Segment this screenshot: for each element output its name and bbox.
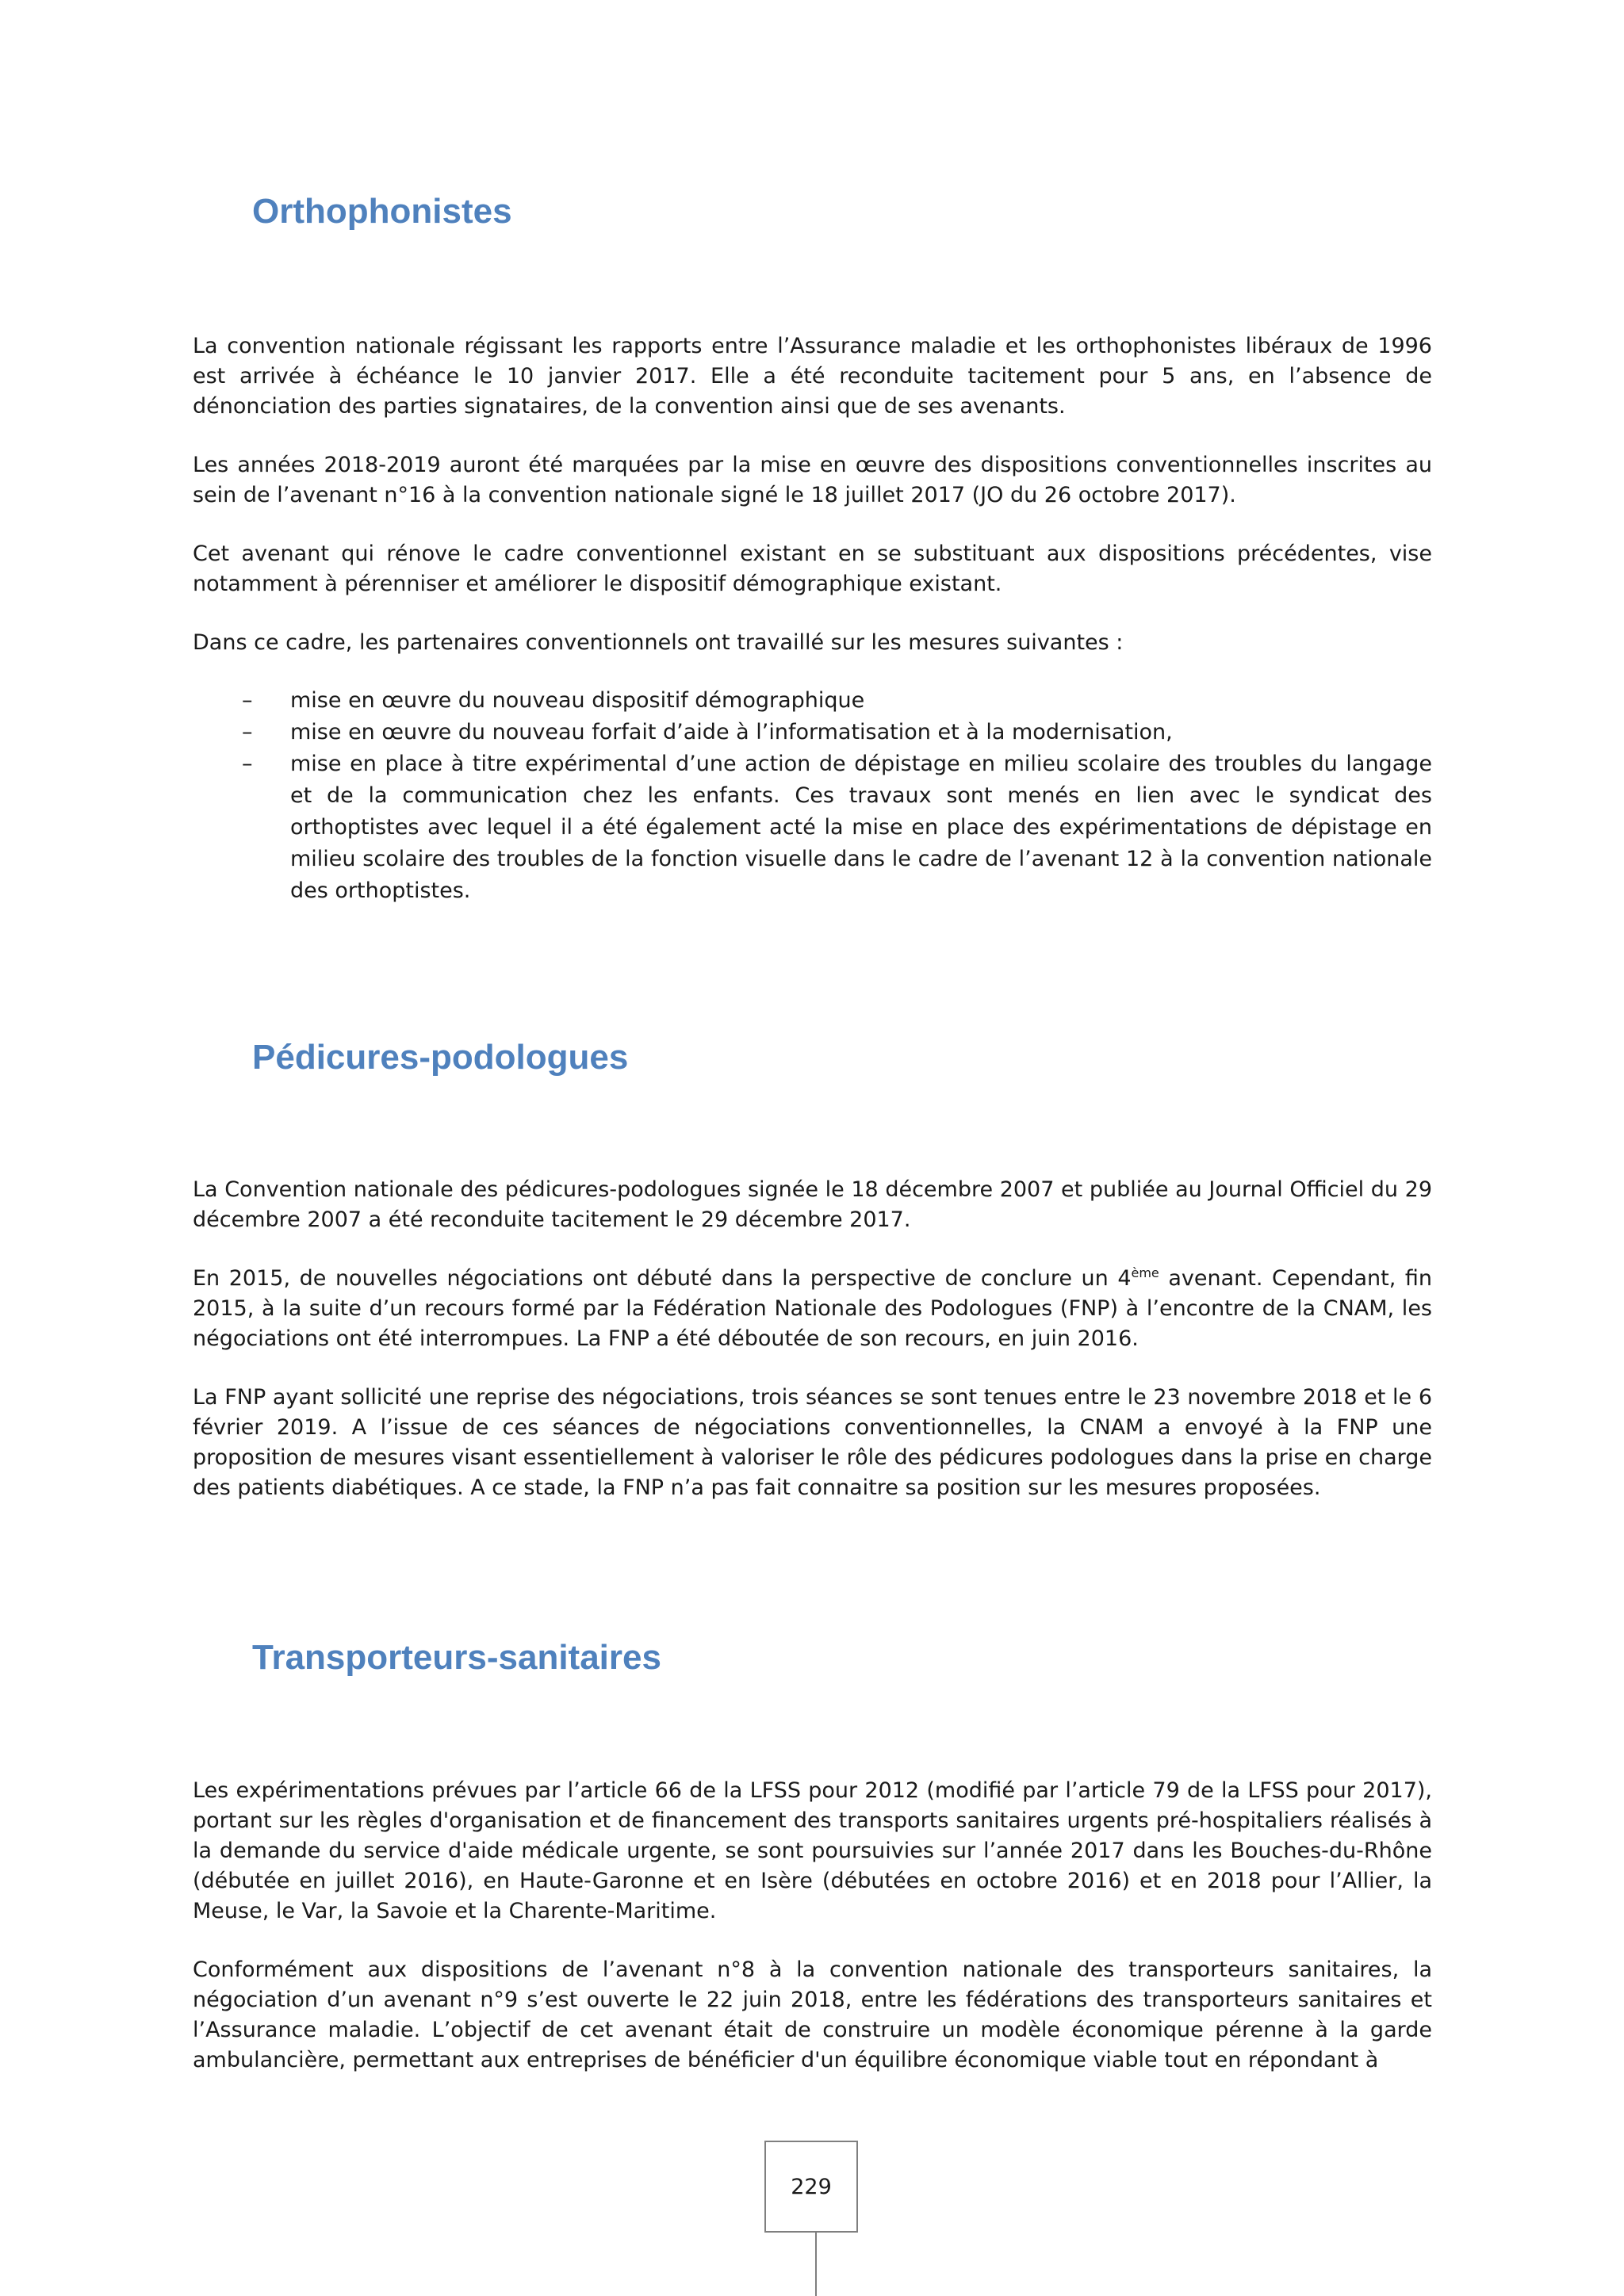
section-body-orthophonistes: [193, 331, 1432, 907]
dash-marker: –: [242, 752, 253, 776]
superscript: ème: [1131, 1265, 1159, 1280]
page-number: 229: [764, 2141, 858, 2233]
paragraph: La Convention nationale des pédicures-podologues signée le 18 décembre 2007 et publiée au Journal Officiel du 29 décembre 2007 a été reconduite tacitement le 29 décembre 2017.: [193, 1177, 1432, 1232]
page-number-connector: [815, 2233, 817, 2296]
paragraph: Les expérimentations prévues par l’article 66 de la LFSS pour 2012 (modifié par l’article 79 de la LFSS pour 2017), portant sur les règles d'organisation et de financement des transports sanitaires urgents pré-hospitaliers réalisés à la demande du service d'aide médicale urgente, se sont poursuivies sur l’année 2017 dans les Bouches-du-Rhône (débutée en juillet 2016), en Haute-Garonne et en Isère (débutées en octobre 2016) et en 2018 pour l’Allier, la Meuse, le Var, la Savoie et la Charente-Maritime.: [193, 1778, 1432, 1923]
paragraph: La convention nationale régissant les rapports entre l’Assurance maladie et les orthophonistes libéraux de 1996 est arrivée à échéance le 10 janvier 2017. Elle a été reconduite tacitement pour 5 ans, en l’absence de dénonciation des parties signataires, de la convention ainsi que de ses avenants.: [193, 334, 1432, 419]
section-title-pedicures-podologues: Pédicures-podologues: [252, 1038, 629, 1077]
paragraph: Dans ce cadre, les partenaires conventionnels ont travaillé sur les mesures suivantes :: [193, 630, 1124, 655]
paragraph: Conformément aux dispositions de l’avenant n°8 à la convention nationale des transporteurs sanitaires, la négociation d’un avenant n°9 s’est ouverte le 22 juin 2018, entre les fédérations des transporteurs sanitaires et l’Assurance maladie. L’objectif de cet avenant était de construire un modèle économique pérenne à la garde ambulancière, permettant aux entreprises de bénéficier d'un équilibre économique viable tout en répondant à: [193, 1957, 1432, 2072]
measures-list: [193, 685, 1432, 907]
section-title-orthophonistes: Orthophonistes: [252, 192, 512, 231]
paragraph: La FNP ayant sollicité une reprise des négociations, trois séances se sont tenues entre le 23 novembre 2018 et le 6 février 2019. A l’issue de ces séances de négociations conventionnelles, la CNAM a envoyé à la FNP une proposition de mesures visant essentiellement à valoriser le rôle des pédicures podologues dans la prise en charge des patients diabétiques. A ce stade, la FNP n’a pas fait connaitre sa position sur les mesures proposées.: [193, 1385, 1432, 1500]
section-title-transporteurs-sanitaires: Transporteurs-sanitaires: [252, 1638, 661, 1677]
section-body-pedicures-podologues: [193, 1175, 1432, 1503]
section-body-transporteurs-sanitaires: [193, 1776, 1432, 2076]
paragraph: En 2015, de nouvelles négociations ont débuté dans la perspective de conclure un 4ème avenant. Cependant, fin 2015, à la suite d’un recours formé par la Fédération Nationale des Podologues (FNP) à l’encontre de la CNAM, les négociations ont été interrompues. La FNP a été déboutée de son recours, en juin 2016.: [193, 1265, 1432, 1351]
dash-marker: –: [242, 720, 253, 744]
paragraph: Cet avenant qui rénove le cadre conventionnel existant en se substituant aux dispositions précédentes, vise notamment à pérenniser et améliorer le dispositif démographique existant.: [193, 541, 1432, 596]
dash-marker: –: [242, 688, 253, 713]
list-item: – mise en place à titre expérimental d’une action de dépistage en milieu scolaire des troubles du langage et de la communication chez les enfants. Ces travaux sont menés en lien avec le syndicat des orthoptistes avec lequel il a été également acté la mise en place des expérimentations de dépistage en milieu scolaire des troubles de la fonction visuelle dans le cadre de l’avenant 12 à la convention nationale des orthoptistes.: [193, 748, 1432, 907]
list-item: – mise en œuvre du nouveau forfait d’aide à l’informatisation et à la modernisation,: [193, 717, 1432, 748]
list-item: – mise en œuvre du nouveau dispositif démographique: [193, 685, 1432, 717]
paragraph: Les années 2018-2019 auront été marquées par la mise en œuvre des dispositions conventionnelles inscrites au sein de l’avenant n°16 à la convention nationale signé le 18 juillet 2017 (JO du 26 octobre 2017).: [193, 453, 1432, 507]
